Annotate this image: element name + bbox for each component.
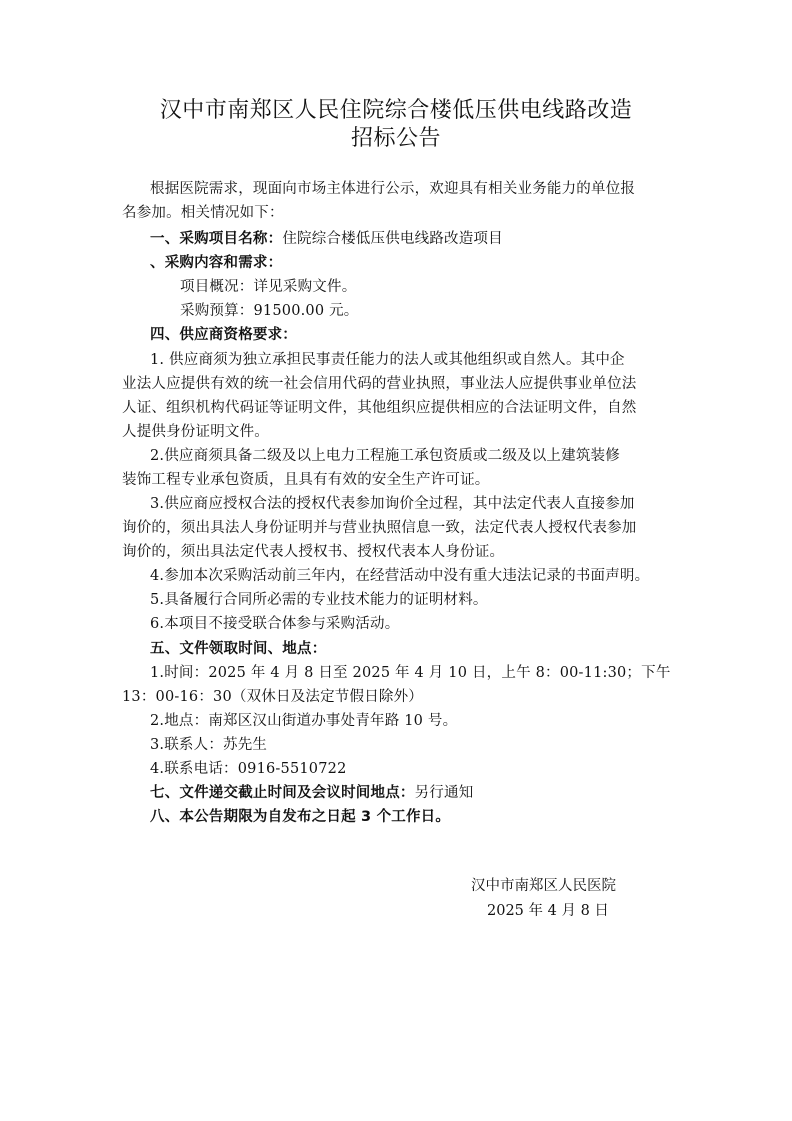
section7-value: 另行通知 bbox=[414, 785, 474, 801]
section4-p3-line2: 询价的，须出具法人身份证明并与营业执照信息一致，法定代表人授权代表参加 bbox=[122, 520, 637, 536]
section5-heading: 五、文件领取时间、地点： bbox=[150, 641, 327, 657]
section2-heading: 、采购内容和需求： bbox=[150, 255, 283, 271]
section1-heading: 一、采购项目名称： bbox=[150, 231, 283, 247]
section5-p4: 4.联系电话：0916-5510722 bbox=[150, 761, 347, 777]
section4-p3-line3: 询价的，须出具法定代表人授权书、授权代表本人身份证。 bbox=[122, 544, 505, 560]
section4-p3-line1: 3.供应商应授权合法的授权代表参加询价全过程，其中法定代表人直接参加 bbox=[150, 496, 635, 512]
section4-p2-line1: 2.供应商须具备二级及以上电力工程施工承包资质或二级及以上建筑装修 bbox=[150, 448, 620, 464]
section4-p6: 6.本项目不接受联合体参与采购活动。 bbox=[150, 616, 400, 632]
section4-p1-line1: 1. 供应商须为独立承担民事责任能力的法人或其他组织或自然人。其中企 bbox=[150, 352, 625, 368]
section5-p1-line1: 1.时间：2025 年 4 月 8 日至 2025 年 4 月 10 日，上午 8：00-11:30；下午 bbox=[150, 665, 671, 681]
section1-value: 住院综合楼低压供电线路改造项目 bbox=[282, 231, 503, 247]
section2-item1: 项目概况：详见采购文件。 bbox=[180, 279, 357, 295]
section2-item2: 采购预算：91500.00 元。 bbox=[180, 303, 359, 319]
section7-line bbox=[150, 783, 473, 803]
section4-p1-line2: 业法人应提供有效的统一社会信用代码的营业执照，事业法人应提供事业单位法 bbox=[122, 376, 637, 392]
section4-p5: 5.具备履行合同所必需的专业技术能力的证明材料。 bbox=[150, 592, 488, 608]
document-title-line2: 招标公告 bbox=[350, 126, 441, 151]
intro-line2: 名参加。相关情况如下： bbox=[122, 205, 284, 221]
section5-p1-line2: 13：00-16：30（双休日及法定节假日除外） bbox=[122, 689, 424, 705]
section4-p1-line3: 人证、组织机构代码证等证明文件，其他组织应提供相应的合法证明文件，自然 bbox=[122, 400, 637, 416]
section7-heading: 七、文件递交截止时间及会议时间地点： bbox=[150, 785, 415, 801]
document-title-line1: 汉中市南郑区人民住院综合楼低压供电线路改造 bbox=[159, 98, 633, 123]
section8-heading: 八、本公告期限为自发布之日起 3 个工作日。 bbox=[150, 809, 451, 825]
intro-line1: 根据医院需求，现面向市场主体进行公示，欢迎具有相关业务能力的单位报 bbox=[150, 181, 636, 197]
section4-p4: 4.参加本次采购活动前三年内，在经营活动中没有重大违法记录的书面声明。 bbox=[150, 568, 650, 584]
section4-p1-line4: 人提供身份证明文件。 bbox=[122, 424, 269, 440]
section4-heading: 四、供应商资格要求： bbox=[150, 327, 297, 343]
signature-date: 2025 年 4 月 8 日 bbox=[487, 903, 609, 919]
section4-p2-line2: 装饰工程专业承包资质，且具有有效的安全生产许可证。 bbox=[122, 472, 490, 488]
section1-line bbox=[150, 229, 503, 249]
signature-organization: 汉中市南郑区人民医院 bbox=[471, 878, 616, 894]
section5-p3: 3.联系人：苏先生 bbox=[150, 737, 268, 753]
section5-p2: 2.地点：南郑区汉山街道办事处青年路 10 号。 bbox=[150, 713, 458, 729]
